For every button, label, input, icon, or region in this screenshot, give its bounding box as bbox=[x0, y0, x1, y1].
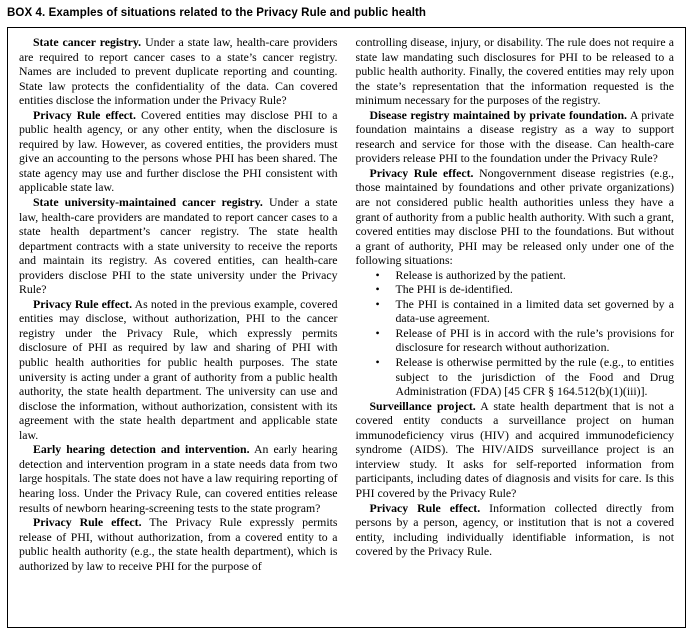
list-item bbox=[375, 267, 675, 283]
paragraph-text: Information collected directly from persons by a person, agency, or institution that is not a covered entity, including individually identifiable information, is not covered by the Privacy Rule. bbox=[355, 500, 675, 559]
paragraph-disease-registry-foundation bbox=[356, 108, 675, 166]
paragraph-text: The Privacy Rule expressly permits release of PHI, without authorization, from a covered entity to a public health authority (e.g., the state health department), which is authorized by law to receive PHI for the purpose of bbox=[19, 515, 338, 573]
paragraph-privacy-rule-effect-3 bbox=[19, 515, 338, 573]
paragraph-privacy-rule-effect-4 bbox=[356, 166, 675, 268]
list-item-text: Release of PHI is in accord with the rule’s provisions for disclosure for research without authorization. bbox=[395, 325, 674, 355]
bullet-icon: • bbox=[375, 325, 380, 340]
paragraph-text: Nongovernment disease registries (e.g., those maintained by foundations and other private organizations) are not considered public health authorities unless they have a grant of authority from a public health authority. With such a grant, covered entities may disclose PHI to the foundations. But without a grant of authority, PHI may be released only under one of the following situations: bbox=[355, 165, 674, 268]
bullet-icon: • bbox=[375, 282, 380, 297]
paragraph-lead: Privacy Rule effect. bbox=[33, 107, 136, 122]
paragraph-lead: Privacy Rule effect. bbox=[369, 165, 474, 180]
list-item-text: Release is otherwise permitted by the rule (e.g., to entities subject to the jurisdiction of the Food and Drug Administration (FDA) [45 CFR § 164.512(b)(1)(iii)]. bbox=[395, 355, 674, 399]
paragraph-text: An early hearing detection and intervention program in a state needs data from two large hospitals. The state does not have a law requiring reporting of hearing loss. Under the Privacy Rule, can covered entities release results of newborn hearing-screening tests to the state program? bbox=[19, 442, 338, 515]
paragraph-lead: Privacy Rule effect. bbox=[33, 515, 142, 530]
paragraph-text: Covered entities may disclose PHI to a public health agency, or any other entity, when the disclosure is required by law. However, as covered entities, the providers must give an accounting to the persons whose PHI has been shared. The state agency may use and further disclose the PHI consistent with applicable state law. bbox=[19, 107, 338, 195]
list-item-text: The PHI is de-identified. bbox=[395, 282, 513, 297]
list-item bbox=[375, 282, 675, 297]
bullet-icon: • bbox=[375, 296, 380, 311]
paragraph-lead: State university-maintained cancer registry. bbox=[33, 195, 263, 210]
list-item bbox=[375, 296, 675, 326]
paragraph-early-hearing bbox=[19, 442, 338, 515]
right-column bbox=[356, 35, 675, 621]
left-column bbox=[19, 35, 338, 621]
paragraph-lead: Early hearing detection and intervention. bbox=[33, 442, 250, 457]
list-item bbox=[375, 355, 675, 399]
paragraph-privacy-rule-effect-1 bbox=[19, 108, 338, 195]
paragraph-state-university-registry bbox=[19, 195, 338, 297]
bullet-icon: • bbox=[375, 267, 380, 282]
paragraph-privacy-rule-effect-5 bbox=[356, 501, 675, 559]
paragraph-lead: Disease registry maintained by private foundation. bbox=[369, 107, 627, 122]
list-item-text: The PHI is contained in a limited data set governed by a data-use agreement. bbox=[395, 296, 674, 326]
box-title: BOX 4. Examples of situations related to the Privacy Rule and public health bbox=[7, 7, 427, 19]
paragraph-surveillance-project bbox=[356, 399, 675, 501]
box4-bordered-container bbox=[7, 27, 686, 628]
paragraph-lead: Privacy Rule effect. bbox=[369, 500, 481, 515]
paragraph-lead: Surveillance project. bbox=[369, 398, 476, 413]
paragraph-state-cancer-registry bbox=[19, 35, 338, 108]
paragraph-text: A state health department that is not a covered entity conducts a surveillance project on human immunodeficiency virus (HIV) and acquired immunodeficiency syndrome (AIDS). The HIV/AIDS surveillance project is an interview study. It asks for self-reported information from participants, including dates of diagnosis and visits for care. Is this PHI covered by the Privacy Rule? bbox=[355, 398, 674, 500]
paragraph-text: controlling disease, injury, or disability. The rule does not require a state law mandating such disclosures for PHI to be released to a public health authority. Finally, the covered entities may rely upon the state’s representation that the information requested is the minimum necessary for the purposes of the registry. bbox=[355, 35, 674, 108]
paragraph-lead: Privacy Rule effect. bbox=[33, 296, 133, 311]
paragraph-text: Under a state law, health-care providers are required to report cancer cases to a state’s cancer registry. Names are included to prevent duplicate reporting and counting. State law protects the confidentiality of the data. Can covered entities disclose the information under the Privacy Rule? bbox=[19, 35, 338, 108]
paragraph-text: Under a state law, health-care providers are mandated to report cancer cases to a state health department’s cancer registry. The state health department contracts with a state university to receive the reports and maintain its registry. As covered entities, can health-care providers disclose PHI to the state university under the Privacy Rule? bbox=[19, 195, 338, 297]
release-situations-list bbox=[356, 268, 675, 399]
paragraph-continuation bbox=[356, 35, 675, 108]
list-item-text: Release is authorized by the patient. bbox=[395, 267, 566, 282]
paragraph-text: A private foundation maintains a disease registry as a way to support research and service for those with the disease. Can health-care providers release PHI to the foundation under the Privacy Rule? bbox=[355, 107, 674, 166]
list-item bbox=[375, 325, 675, 355]
paragraph-text: As noted in the previous example, covered entities may disclose, without authorization, PHI to the cancer registry under the Privacy Rule, which expressly permits disclosure of PHI as required by law and sharing of PHI with public health authorities for public health purposes. The state university is acting under a grant of authority from a public health authority, the state health department. The university can use and disclose the information, without authorization, consistent with its agreement with the state health department and applicable state law. bbox=[19, 296, 338, 442]
paragraph-lead: State cancer registry. bbox=[33, 35, 142, 49]
bullet-icon: • bbox=[375, 355, 380, 370]
paragraph-privacy-rule-effect-2 bbox=[19, 297, 338, 442]
